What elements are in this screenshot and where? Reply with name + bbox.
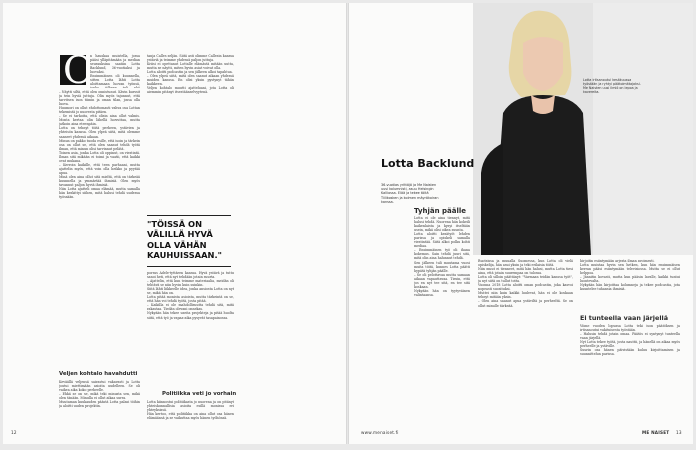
subheading-politiikka: Politiikka veti jo vorhain [162,391,237,397]
drop-cap: O [60,55,86,85]
column-2-tail: Lotta kiinnostui politiikasta jo nuorena ja on pitänyt yhteiskunnallisia asioita esillä monissa eri yhteyksissä. Hän kertoo, että politiikka on aina ollut osa hänen elämäänsä ja se vaikuttaa myös hänen työhönsä. [147,400,234,421]
subheading-ei-tunteella: Ei tunteella vaan järjellä [580,314,669,322]
column-2-top: tanja Calles seljän. Siitä asti olimme Callesin kanssa ystäviä ja teimme yhdessä paljon juttuja. Kriisi ei opettanut Lottalle elämästä mitään uutta, mutta se näytti, miten hyvin asiat voivat olla. Lotta aloitti podcastin ja sen jälkeen alkoi tapahtua. – Olen ylpeä siitä, mitä olen saanut aikaan yhdessä muiden kanssa. En olisi yksin pystynyt tähän kaikkeen. Veljen kohtalo muutti ajatteluani, jota Lotta oli aiemmin pitänyt itsestäänselvyytenä. [147,54,234,95]
column-c-tail: Viime vuoden lopussa Lotta teki ison päätöksen ja irtisanoutui vakituisesta työstään. – Halusin tehdä jotain omaa. Päätös ei syntynyt tunteella vaan järjellä. Nyt Lotta tekee työtä, josta nauttii, ja hänellä on aikaa myös perheelle ja ystäville. Suurin osa hänen päivistään kuluu kirjoittamisen ja suunnittelun parissa. [580,324,680,357]
subheading-tyhjan: Tyhjän päälle [414,207,467,215]
column-b-body: Ruotsissa ja muualla Suomessa, kun Lotta oli vielä opiskelija, hän asui yksin ja teki erilaisia töitä. Niin muut ei tienneet, mitä hän halusi, mutta Lotta tiesi aina, että jotain suurempaa on tulossa. Lotta oli silloin päättänyt: "Varmaan teidän kanssa työt", ja nyt siitä on tullut totta. Vuonna 2018 Lotta aloitti oman podcastin, joka kasvoi nopeasti suosituksi. Muttei niin kuin kaikki luulevat, hän ei ole koskaan tehnyt mitään yksin. – Olen aina saanut apua ystäviltä ja perheeltä. Se on ollut minulle tärkeää. [478,259,573,308]
profile-caption: 36-vuotias yrittäjä ja Me Naisten uusi kolumnisti, asuu Helsingin Kalliossa. Elää ja tekee töitä Tiilikosken ja kolmen mäyräkoiran kanssa. [381,183,439,204]
column-c-body: hirjoitin esiintymään arjesta ilman avoimesti. Lotta muistaa hyvin sen hetken, kun hän ensimmäisen kerran pääsi esiintymään televisiossa. Mutta se ei ollut helppoa. – Jännitin kovasti, mutta kun pääsin lavalle, kaikki tuntui luontevalta. Nykyään hän kirjoittaa kolumneja ja tekee podcastia, jota kuuntelee tuhansia ihmisiä. [580,259,680,292]
photo-caption: Lotta irtisanoutui kesäkuussa työstään ja ryhtyi päätoimittajaksi. Me Naisten uusi ilmiö on lepoa ja kavereita. [583,78,641,95]
pull-quote: "TÖISSÄ ON VÄLILLÄ HYVÄ OLLA VÄHÄN KAUHUISSAAN." [147,219,222,261]
portrait-photo [473,3,693,255]
subheading-veljen: Veljen kohtalo havahdutti [59,371,138,377]
page-number-right: 13 [676,430,682,435]
column-2-mid: porras Adele-tyttären kanssa. Hyvä ystävä ja tuttu sanoi heti, että nyt tehdään jotain suurta. – Ajattelin, että kun teimme materiaalia, meidän oli tehtävä se niin hyvin kuin suinkin. Siitä lähti liikkeelle idea, jonka ansiosta Lotta on nyt se, mikä hän on. Lotta pitää monista asioista, mutta tärkeintä on se, että hän voi tehdä työtä, josta pitää. – Kaikilla ei ole mahdollisuutta tehdä sitä, mitä rakastaa. Tiedän olevani onnekas. Nykyään hän tekee useita projekteja ja pitää huolta siitä, että työ ja vapaa-aika pysyvät tasapainossa. [147,271,234,320]
column-1-body: – Näytti siltä, että olen onnistunut. Kävin kurssit ja tein hyviä juttuja. Olin myös tajunnut, että tarvitsen ison tiimin ja oman tilan, jossa olla luova. Huumori on ollut ehdottomasti vahva osa Lottan tekemistä jo nuoresta pitäen. – Se ei tarkoita, että olisin aina ollut valmis. Monta kertaa olin lähellä luovuttaa, mutta jatkoin aina eteenpäin. Lotta on tehnyt töitä perheen, ystävien ja yhteisön kanssa. Olen ylpeä siitä, mitä olemme saaneet yhdessä aikaan. Minun on pakko tuoda esille, että isoin ja tärkein osa on ollut se, että olen saanut tehdä työtä ilman, että minun olisi tarvinnut pelätä. Toinen asia, jonka Lotta oli oppinut, on viestintä. Ilman sitä mikään ei toimi ja vaatii, että kaikki ovat mukana. – Kerroin kaikille, että teen parhaani, mutta ajattelin myös, että voin olla heikko ja pyytää apua. Minä olen aina ollut sitä mieltä, että on tärkeää kuunnella ja ymmärtää ihmisiä. Olen myös tavannut paljon hyviä ihmisiä. Niin Lotta ajatteli omaa elämää, mutta samalla hän keskittyi siihen, mitä halusi tehdä uudessa työssään. [59,90,140,200]
quote-rule-top [147,215,231,216]
footer-brand: ME NAISET [642,430,670,435]
column-1-tail: Keväällä veljensä sairastui vakavasti ja Lotta joutui miettimään asioita uudelleen. Se oli vaikea aika koko perheelle. – Ehkä se on se, mikä teki minusta sen, mikä olen tänään. Minulla ei ollut aikaa surra. Muutaman kuukauden päästä Lotta palasi töihin ja aloitti uuden projektin. [59,380,140,409]
page-number-left: 12 [11,430,17,435]
quote-rule-bottom [147,266,231,267]
profile-name: Lotta Backlund [381,157,475,170]
column-a-body: Lotta ei ole aina tiennyt, mitä halusi tehdä. Nuorena hän kokeili kaikenlaista ja kysyi itseltään usein, mikä olisi oikea suunta. Lotta aloitti kesätyöt lehden parissa ja opiskeli samalla viestintää. Siitä alkoi polku kohti mediaa. – Ensimmäinen työ oli ihana kokemus. Sain tehdä juuri sitä, mitä olin aina halunnut tehdä. Sen jälkeen tuli muutama vuosi muita töitä, kunnes Lotta päätti hypätä tyhjän päälle. – Se oli pelottavaa mutta samaan aikaan vapauttavaa. Tiesin, että jos en nyt tee sitä, en tee sitä koskaan. Nykyään hän on tyytyväinen valintaansa. [414,216,470,297]
portrait-illustration [473,3,693,255]
footer-url: www.menaiset.fi [361,430,399,435]
intro-text: n hauskaa muistella, jossa pääsi ylläpitämään ja median seurauksina saatiin Lotta Backlund, 36-vuotiaksi ja luovaksi. Ensimmäinen oli kuunnella, sitten Lotta lähti Lotta aloittamaan luovan työnsä, [90,54,140,87]
